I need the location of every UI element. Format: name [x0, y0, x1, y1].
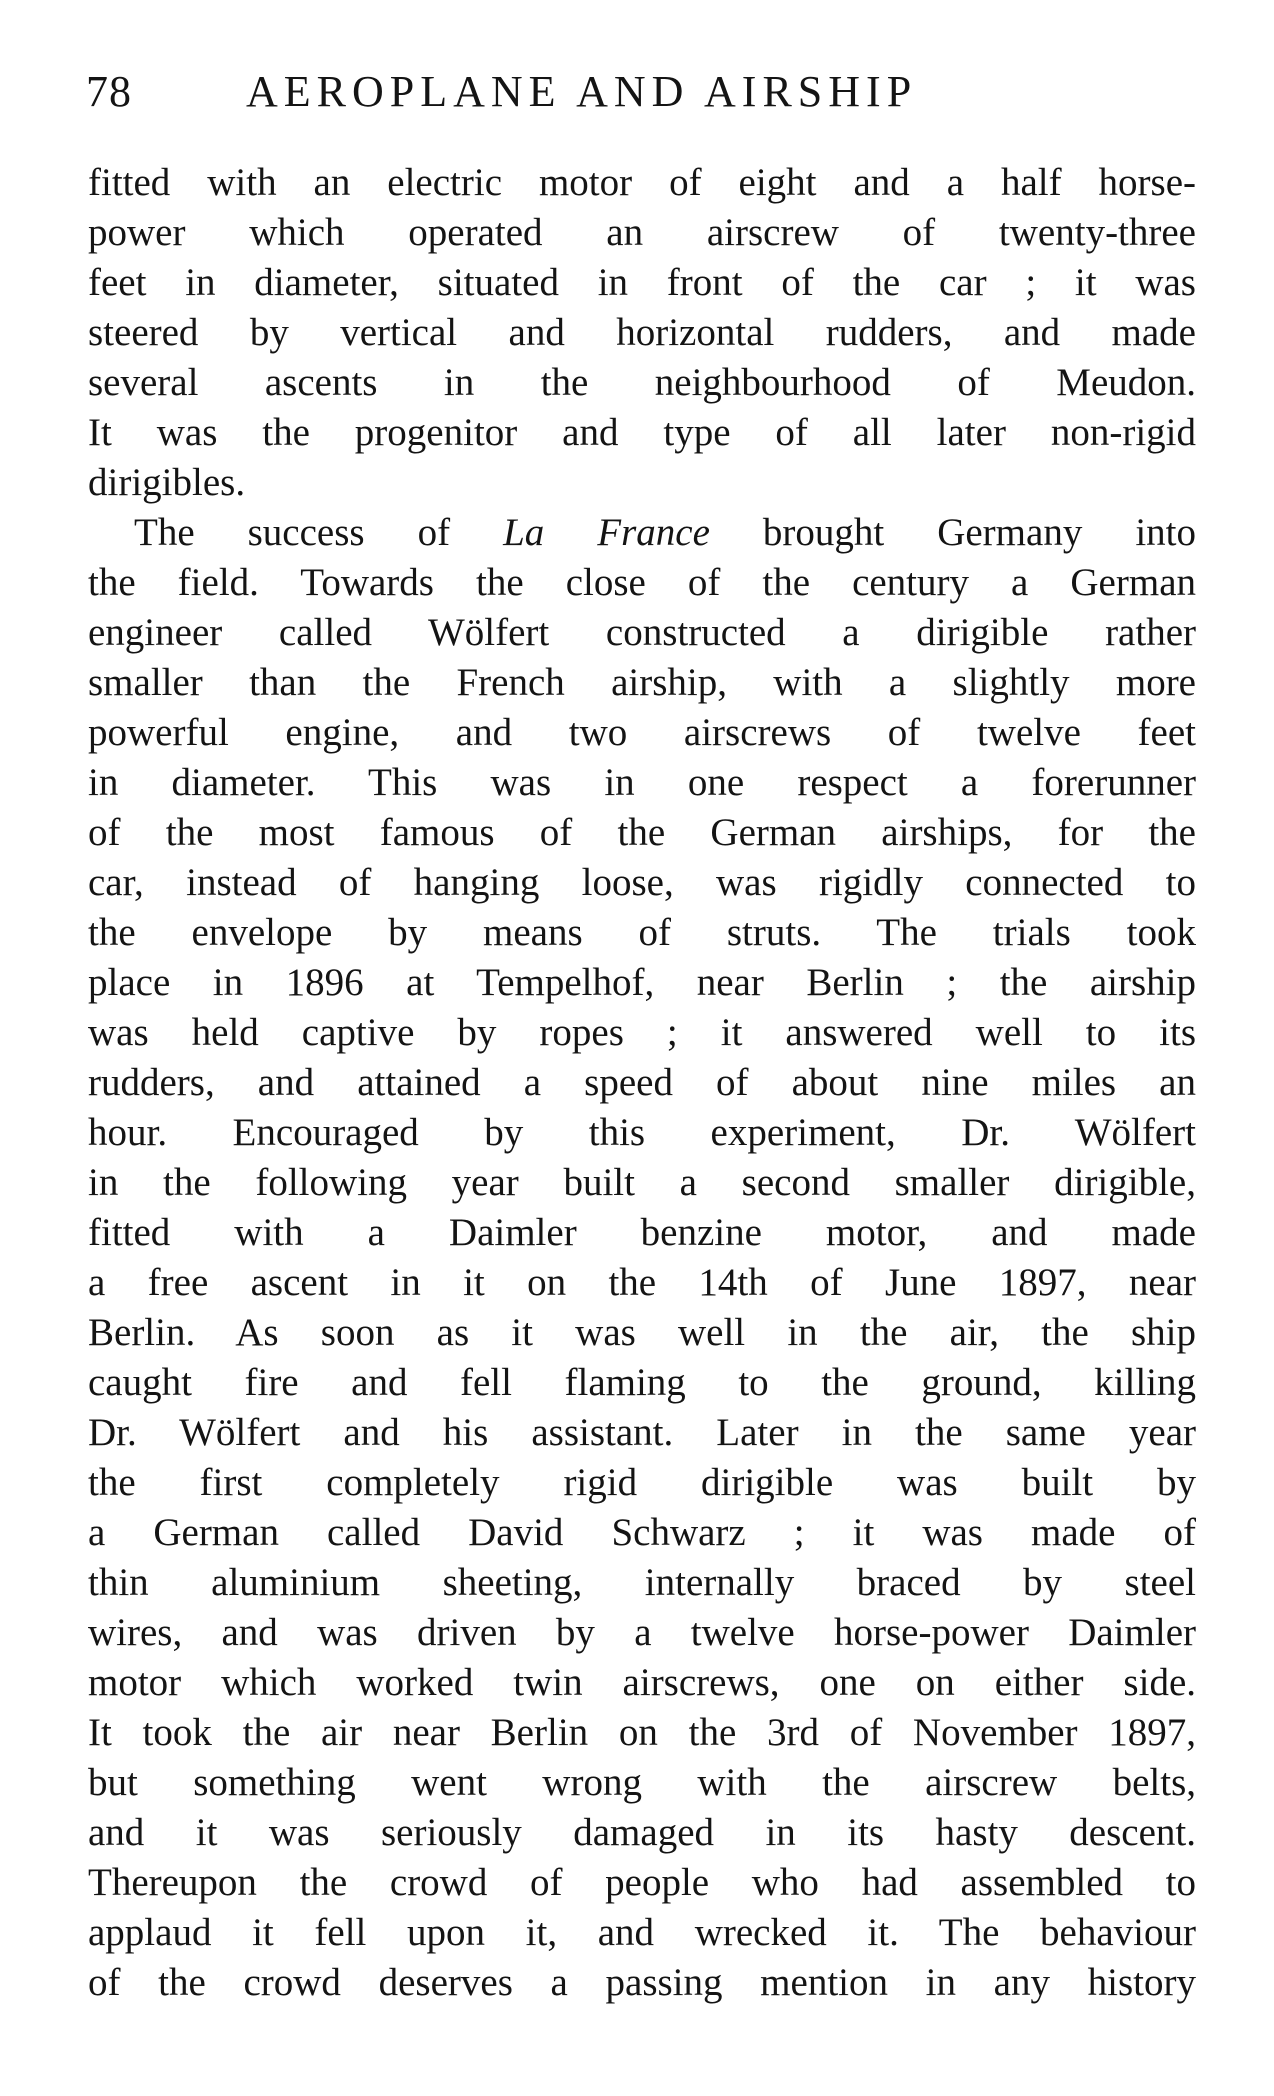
- text-line: caught fire and fell flaming to the ground, killing: [88, 1361, 1196, 1404]
- text-line: the first completely rigid dirigible was built by: [88, 1461, 1196, 1504]
- text-line: Thereupon the crowd of people who had assembled to: [88, 1861, 1196, 1904]
- text-fragment: brought Germany into: [709, 511, 1196, 554]
- text-line: but something went wrong with the airscrew belts,: [88, 1761, 1196, 1804]
- text-line: fitted with an electric motor of eight and a half horse-: [88, 161, 1196, 204]
- page-header: [86, 66, 1196, 136]
- ship-name-italic: La France: [503, 511, 710, 554]
- text-line: applaud it fell upon it, and wrecked it. The behaviour: [88, 1911, 1196, 1954]
- text-line: was held captive by ropes ; it answered well to its: [88, 1011, 1196, 1054]
- text-line: fitted with a Daimler benzine motor, and made: [88, 1211, 1196, 1254]
- text-line: It took the air near Berlin on the 3rd of November 1897,: [88, 1711, 1196, 1754]
- text-line: car, instead of hanging loose, was rigidly connected to: [88, 861, 1196, 904]
- text-line: Berlin. As soon as it was well in the air, the ship: [88, 1311, 1196, 1354]
- text-line-paragraph-start: [88, 508, 1196, 558]
- text-line: the field. Towards the close of the century a German: [88, 561, 1196, 604]
- text-line: in diameter. This was in one respect a forerunner: [88, 761, 1196, 804]
- text-line: a free ascent in it on the 14th of June 1897, near: [88, 1261, 1196, 1304]
- text-line: the envelope by means of struts. The trials took: [88, 911, 1196, 954]
- text-fragment: The success of: [134, 511, 504, 554]
- text-line: and it was seriously damaged in its hasty descent.: [88, 1811, 1196, 1854]
- text-line: rudders, and attained a speed of about nine miles an: [88, 1061, 1196, 1104]
- text-line: Dr. Wölfert and his assistant. Later in the same year: [88, 1411, 1196, 1454]
- text-line: powerful engine, and two airscrews of twelve feet: [88, 711, 1196, 754]
- body-text: [88, 158, 1196, 2008]
- text-line: wires, and was driven by a twelve horse-power Daimler: [88, 1611, 1196, 1654]
- text-line: several ascents in the neighbourhood of Meudon.: [88, 361, 1196, 404]
- text-line: in the following year built a second smaller dirigible,: [88, 1161, 1196, 1204]
- text-line: of the most famous of the German airships, for the: [88, 811, 1196, 854]
- text-line: power which operated an airscrew of twenty-three: [88, 211, 1196, 254]
- running-title: AEROPLANE AND AIRSHIP: [246, 67, 918, 116]
- text-line: engineer called Wölfert constructed a dirigible rather: [88, 611, 1196, 654]
- page-number: 78: [86, 67, 132, 116]
- text-line: dirigibles.: [88, 461, 246, 504]
- text-line: smaller than the French airship, with a slightly more: [88, 661, 1196, 704]
- text-line: place in 1896 at Tempelhof, near Berlin ; the airship: [88, 961, 1196, 1004]
- text-line: a German called David Schwarz ; it was made of: [88, 1511, 1196, 1554]
- text-line: steered by vertical and horizontal rudders, and made: [88, 311, 1196, 354]
- text-line: thin aluminium sheeting, internally braced by steel: [88, 1561, 1196, 1604]
- text-line: of the crowd deserves a passing mention in any history: [88, 1961, 1196, 2004]
- text-line: hour. Encouraged by this experiment, Dr. Wölfert: [88, 1111, 1196, 1154]
- text-line: It was the progenitor and type of all later non-rigid: [88, 411, 1196, 454]
- text-line: motor which worked twin airscrews, one on either side.: [88, 1661, 1196, 1704]
- text-line: feet in diameter, situated in front of the car ; it was: [88, 261, 1196, 304]
